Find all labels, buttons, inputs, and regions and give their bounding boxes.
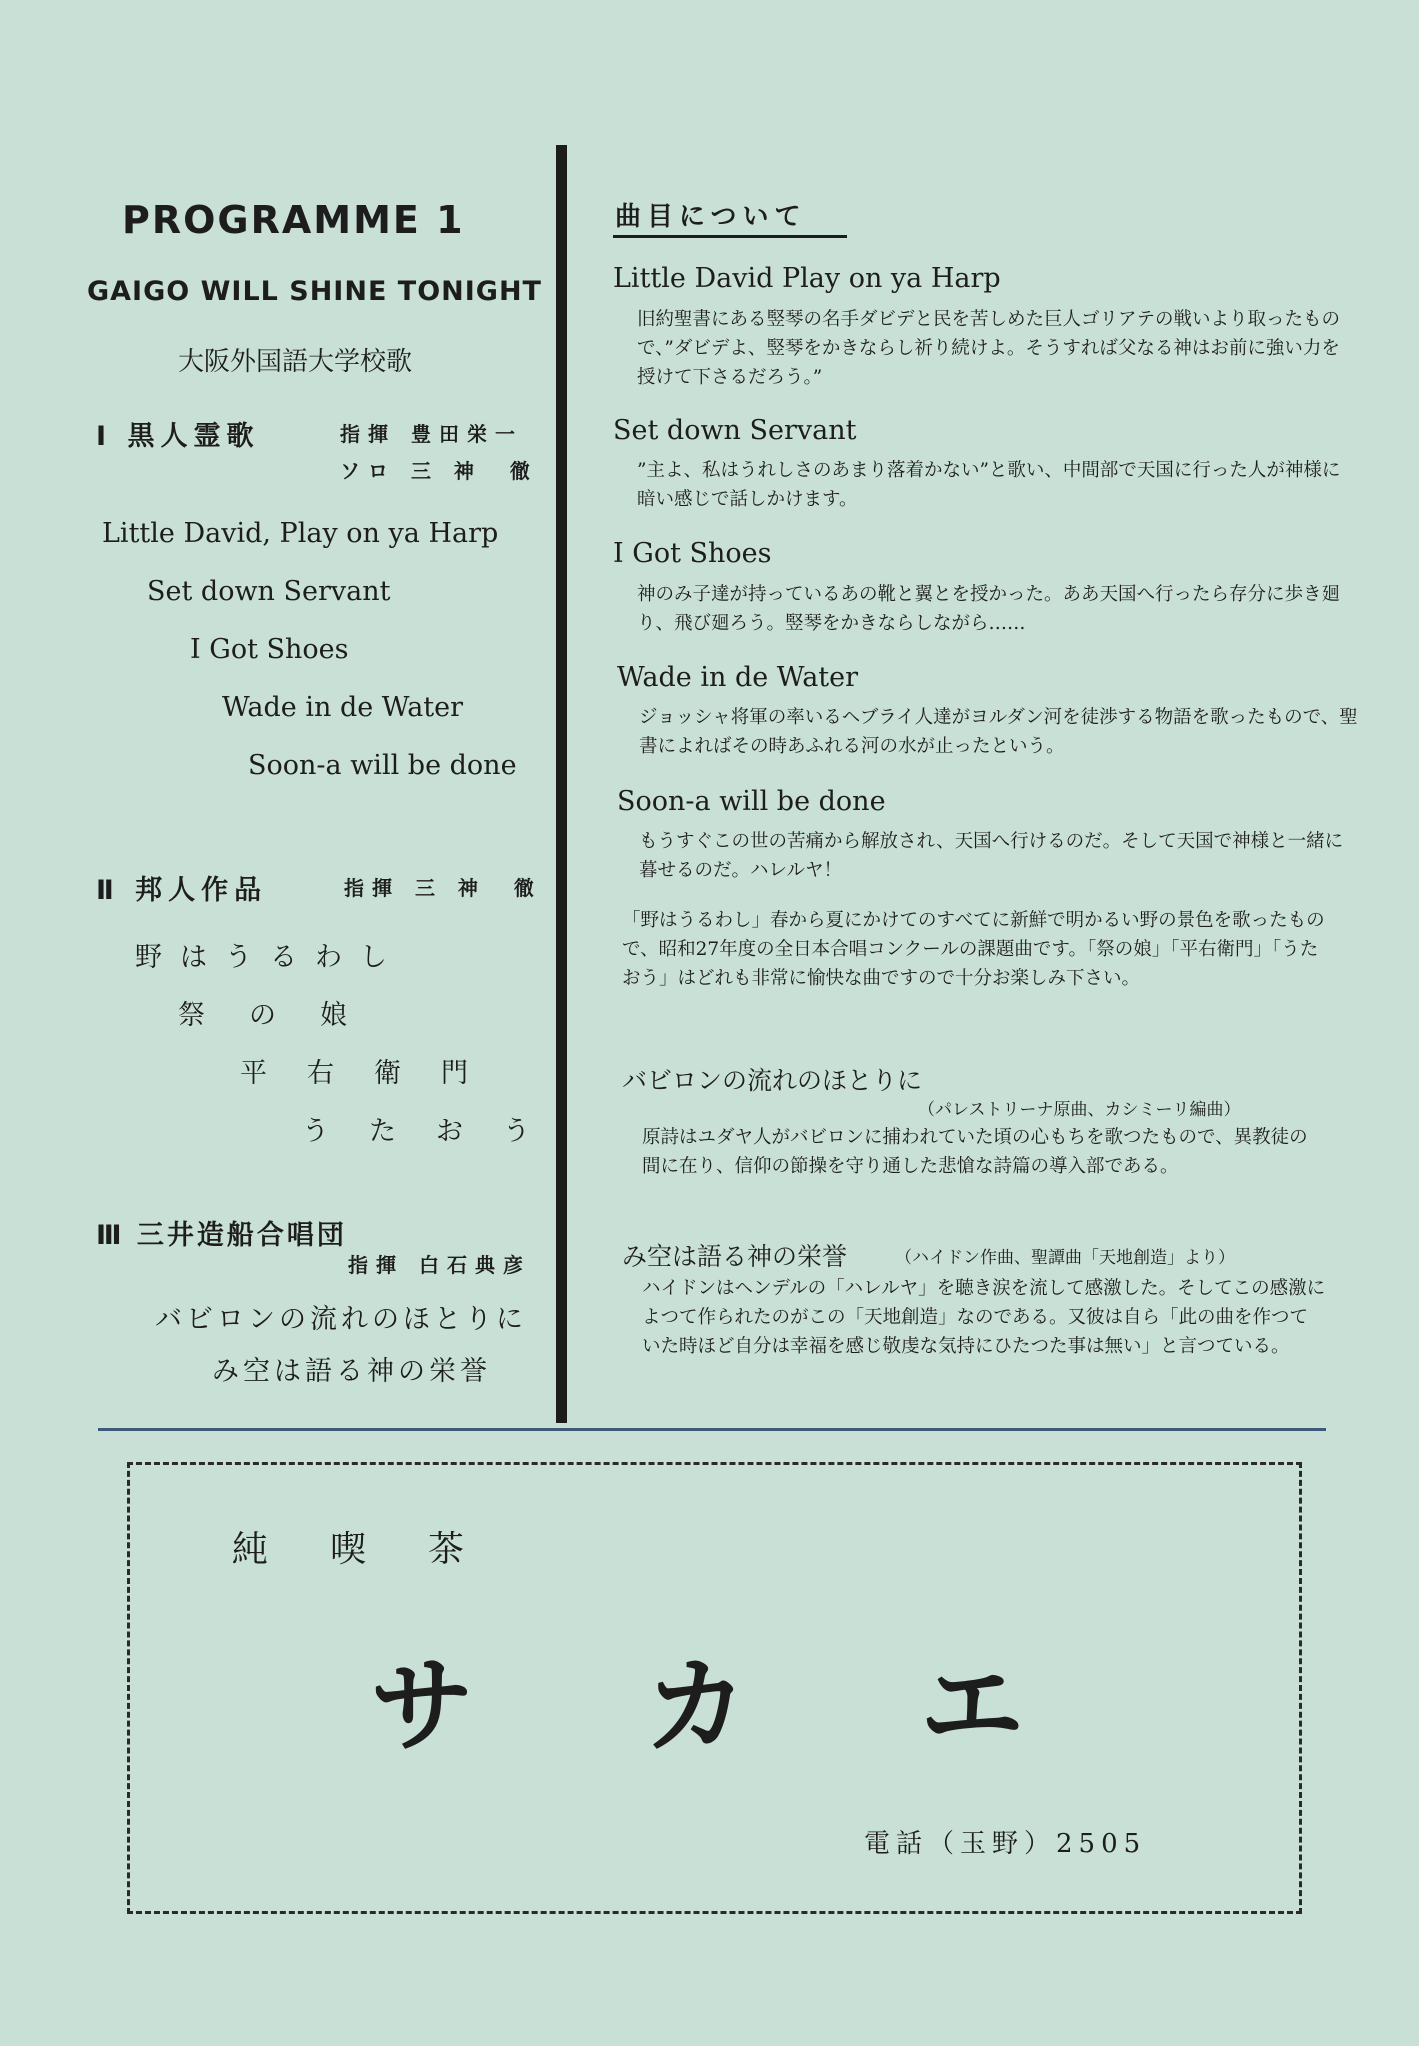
note-body: 旧約聖書にある竪琴の名手ダビデと民を苦しめた巨人ゴリアテの戦いより取ったもので、”ダビデよ、竪琴をかきならし祈り続けよ。そうすれば父なる神はお前に強い力を授けて下さるだろう。” [637,309,1341,388]
note-title: I Got Shoes [613,538,772,569]
section3-song: み空は語る神の栄誉 [212,1356,491,1387]
horizontal-divider [98,1428,1326,1431]
notes-heading: 曲目について [615,202,807,232]
note-body: 神のみ子達が持っているあの靴と翼とを授かった。ああ天国へ行ったら存分に歩き廻り、飛び廻ろう。竪琴をかきならしながら…… [637,584,1341,634]
section2-heading: Ⅱ 邦人作品 [96,875,268,906]
section1-heading: Ⅰ 黒人霊歌 [96,421,260,452]
section2-song: 平右衛門 [240,1058,508,1089]
note-title: Little David Play on ya Harp [613,263,1001,294]
babylon-body: 原詩はユダヤ人がバビロンに捕われていた頃の心もちを歌つたもので、異教徒の間に在り、信仰の節操を守り通した悲愴な詩篇の導入部である。 [642,1127,1308,1177]
note-body: ”主よ、私はうれしさのあまり落着かない”と歌い、中間部で天国に行った人が神様に暗い感じで話しかけます。 [637,460,1341,510]
section2-conductor: 指揮 三 神 徹 [344,876,542,900]
school-song: 大阪外国語大学校歌 [178,347,413,377]
heaven-note: （ハイドン作曲、聖譚曲「天地創造」より） [895,1248,1235,1268]
section3-heading: Ⅲ 三井造船合唱団 [96,1220,347,1251]
note-title: Soon-a will be done [617,786,886,817]
section1-song: Wade in de Water [222,692,464,723]
note-title: Set down Servant [613,415,857,446]
section2-song: 祭の娘 [178,1000,391,1031]
section1-song: Set down Servant [147,576,391,607]
vertical-divider [556,145,567,1423]
ad-phone: 電話（玉野）2505 [864,1829,1147,1859]
babylon-note: （パレストリーナ原曲、カシミーリ編曲） [918,1100,1241,1120]
paragraph-domestic: 「野はうるわし」春から夏にかけてのすべてに新鮮で明かるい野の景色を歌ったもので、昭和27年度の全日本合唱コンクールの課題曲です。「祭の娘」「平右衛門」「うたおう」はどれも非常に愉快な曲ですので十分お楽しみ下さい。 [622,910,1325,989]
note-title: Wade in de Water [617,662,859,693]
section1-song: Little David, Play on ya Harp [102,518,499,549]
programme-subtitle: GAIGO WILL SHINE TONIGHT [87,276,542,307]
section2-song: うたおう [302,1116,570,1147]
section1-solo: ソロ 三 神 徹 [340,459,538,483]
section1-conductor: 指揮 豊田栄一 [340,422,523,446]
ad-shop-name: サカエ [370,1645,1196,1767]
section3-song: バビロンの流れのほとりに [155,1304,527,1335]
section3-conductor: 指揮 白石典彦 [348,1253,531,1277]
section1-song: I Got Shoes [190,634,349,665]
babylon-title: バビロンの流れのほとりに [622,1066,923,1095]
note-body: もうすぐこの世の苦痛から解放され、天国へ行けるのだ。そして天国で神様と一緒に暮せるのだ。ハレルヤ！ [639,831,1344,881]
section2-song: 野はうるわし [135,942,405,973]
heaven-body: ハイドンはヘンデルの「ハレルヤ」を聴き涙を流して感激した。そしてこの感激によつて作られたのがこの「天地創造」なのである。又彼は自ら「此の曲を作つていた時ほど自分は幸福を感じ敬虔な気持にひたつた事は無い」と言つている。 [642,1278,1326,1357]
note-body: ジョッシャ将軍の率いるヘブライ人達がヨルダン河を徒渉する物語を歌ったもので、聖書によればその時あふれる河の水が止ったという。 [639,707,1358,757]
ad-subtitle: 純喫茶 [232,1529,527,1570]
notes-heading-underline [613,235,847,238]
section1-song: Soon-a will be done [248,750,517,781]
heaven-title: み空は語る神の栄誉 [622,1242,848,1271]
programme-title: PROGRAMME 1 [122,198,465,242]
